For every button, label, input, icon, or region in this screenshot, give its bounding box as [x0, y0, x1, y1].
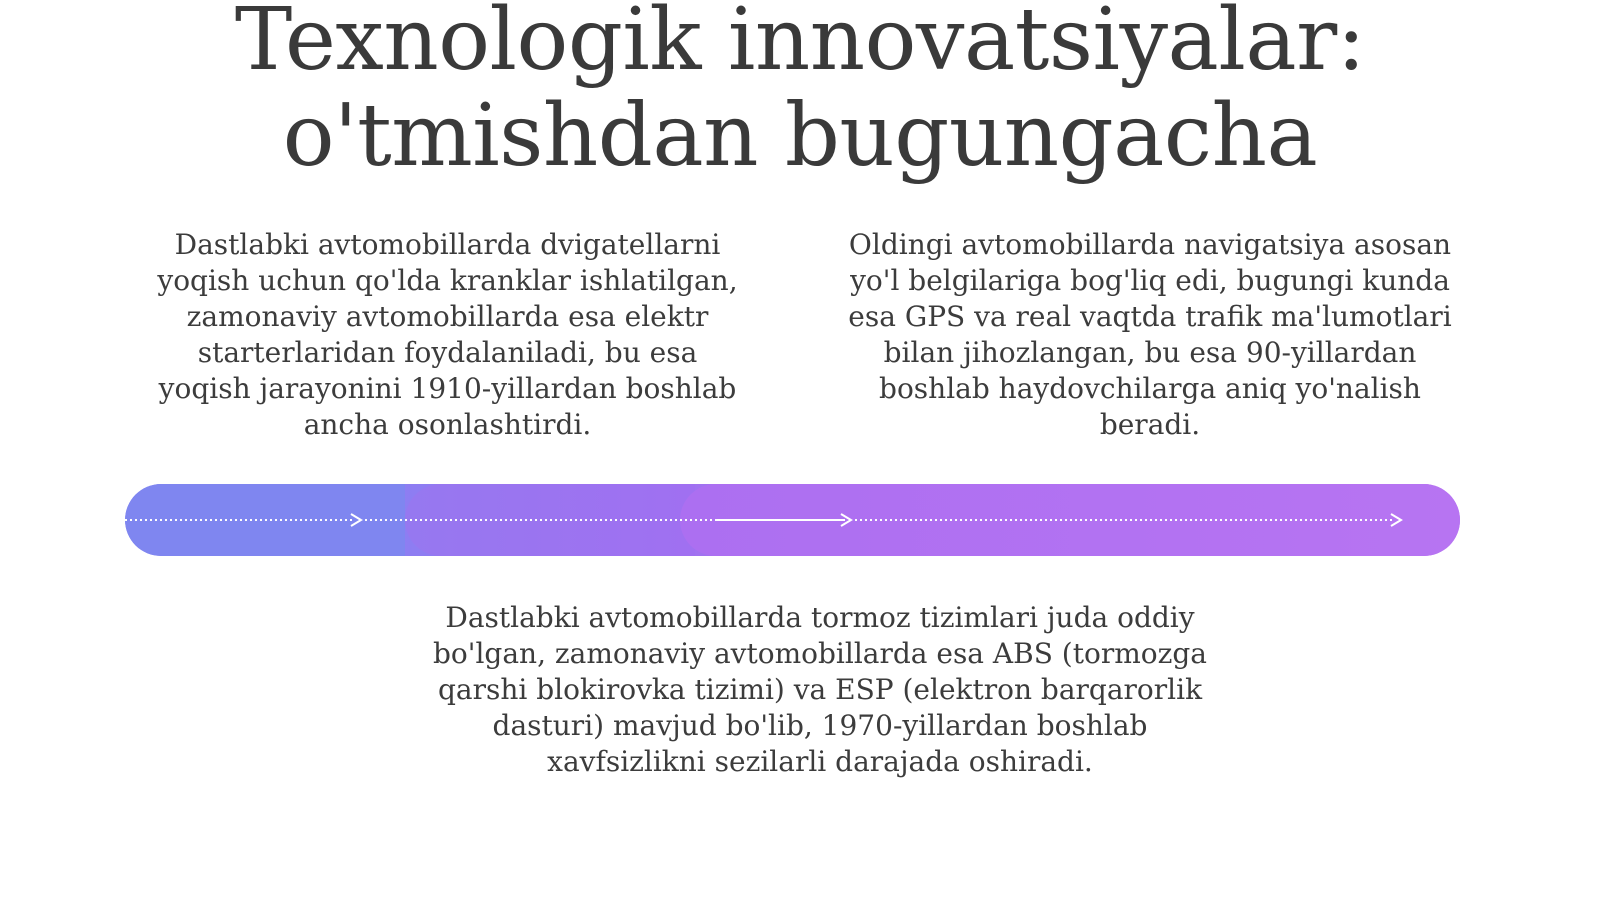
arrow-head-3-icon — [1391, 514, 1401, 526]
text-block-starter: Dastlabki avtomobillarda dvigatellarni yoqish uchun qo'lda kranklar ishlatilgan, zamonaviy avtomobillarda esa elektr starterlaridan foydalaniladi, bu esa yoqish jarayonini 1910-yillardan boshlab ancha osonlashtirdi. — [157, 228, 738, 441]
title-line-1: Texnologik innovatsiyalar: — [234, 0, 1366, 90]
text-block-brakes: Dastlabki avtomobillarda tormoz tizimlari juda oddiy bo'lgan, zamonaviy avtomobillarda esa ABS (tormozga qarshi blokirovka tizimi) va ESP (elektron barqarorlik dasturi) mavjud bo'lib, 1970-yillardan boshlab xavfsizlikni sezilarli darajada oshiradi. — [433, 601, 1207, 778]
arrow-head-1-icon — [351, 514, 361, 526]
page-title — [0, 0, 1600, 184]
timeline-bar — [125, 484, 1460, 556]
text-block-navigation: Oldingi avtomobillarda navigatsiya asosan yo'l belgilariga bog'liq edi, bugungi kunda esa GPS va real vaqtda trafik ma'lumotlari bilan jihozlangan, bu esa 90-yillardan boshlab haydovchilarga aniq yo'nalish beradi. — [848, 228, 1452, 441]
title-line-2: o'tmishdan bugungacha — [282, 86, 1318, 186]
timeline-arrows — [125, 484, 1460, 556]
